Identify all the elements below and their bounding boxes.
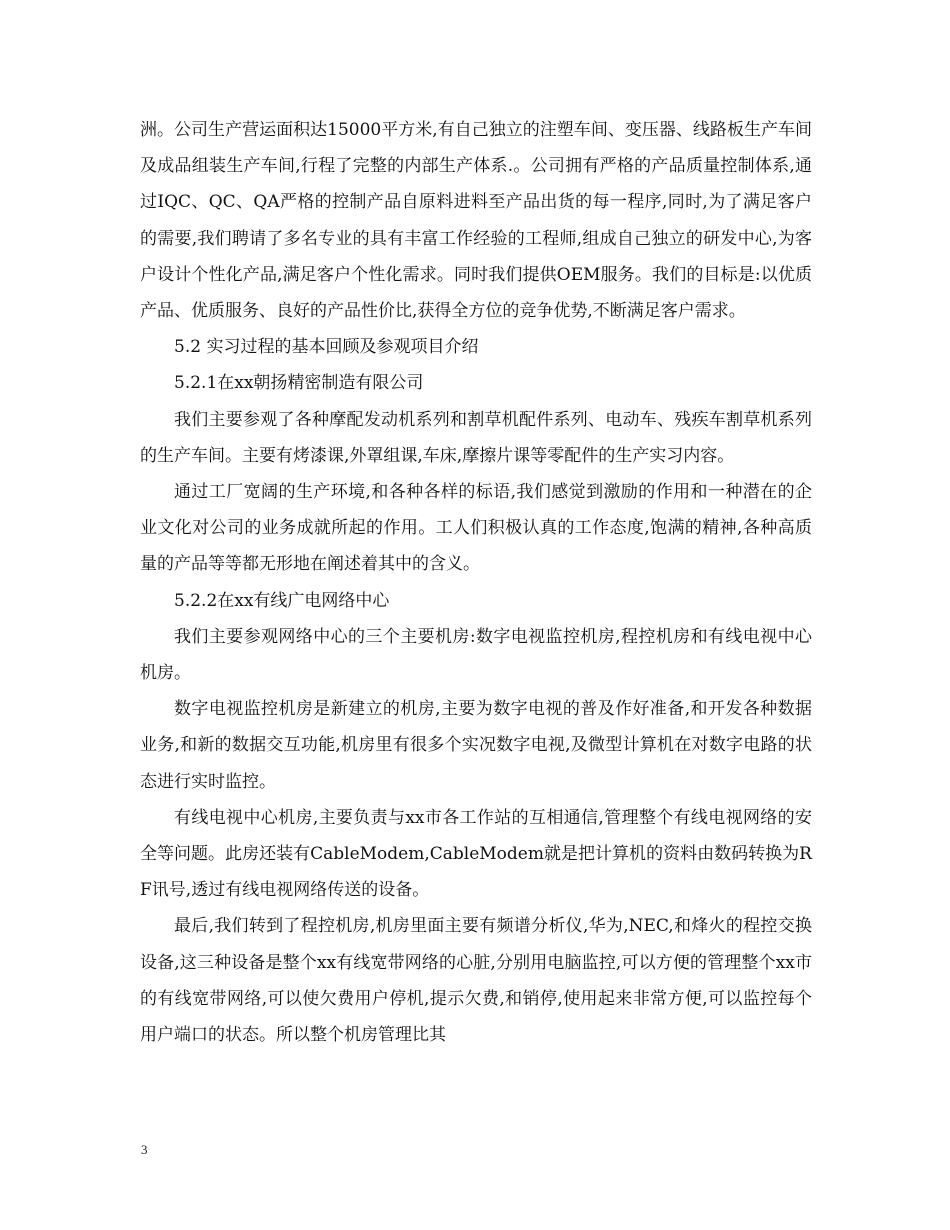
paragraph-4: 我们主要参观网络中心的三个主要机房:数字电视监控机房,程控机房和有线电视中心机房。 — [140, 626, 812, 684]
paragraph-5: 数字电视监控机房是新建立的机房,主要为数字电视的普及作好准备,和开发各种数据业务,和新的数据交互功能,机房里有很多个实况数字电视,及微型计算机在对数字电路的状态进行实时监控。 — [140, 699, 812, 792]
paragraph-1: 洲。公司生产营运面积达15000平方米,有自己独立的注塑车间、变压器、线路板生产车间及成品组装生产车间,行程了完整的内部生产体系.。公司拥有严格的产品质量控制体系,通过IQC、QC、QA严格的控制产品自原料进料至产品出货的每一程序,同时,为了满足客户的需要,我们聘请了多名专业的具有丰富工作经验的工程师,组成自己独立的研发中心,为客户设计个性化产品,满足客户个性化需求。同时我们提供OEM服务。我们的目标是:以优质产品、优质服务、良好的产品性价比,获得全方位的竞争优势,不断满足客户需求。 — [140, 120, 812, 322]
paragraph-7: 最后,我们转到了程控机房,机房里面主要有频谱分析仪,华为,NEC,和烽火的程控交换设备,这三种设备是整个xx有线宽带网络的心脏,分别用电脑监控,可以方便的管理整个xx市的有线宽带网络,可以使欠费用户停机,提示欠费,和销停,使用起来非常方便,可以监控每个用户端口的状态。所以整个机房管理比其 — [140, 916, 812, 1046]
paragraph-2: 我们主要参观了各种摩配发动机系列和割草机配件系列、电动车、残疾车割草机系列的生产车间。主要有烤漆课,外罩组课,车床,摩擦片课等零配件的生产实习内容。 — [140, 409, 812, 466]
section-heading-5-2: 5.2 实习过程的基本回顾及参观项目介绍 — [174, 337, 479, 358]
page-number: 3 — [141, 1142, 148, 1157]
paragraph-6: 有线电视中心机房,主要负责与xx市各工作站的互相通信,管理整个有线电视网络的安全等问题。此房还装有CableModem,CableModem就是把计算机的资料由数码转换为RF讯号,透过有线电视网络传送的设备。 — [140, 807, 812, 901]
subsection-heading-5-2-2: 5.2.2在xx有线广电网络中心 — [174, 590, 390, 611]
paragraph-3: 通过工厂宽阔的生产环境,和各种各样的标语,我们感觉到激励的作用和一种潜在的企业文化对公司的业务成就所起的作用。工人们积极认真的工作态度,饱满的精神,各种高质量的产品等等都无形地在阐述着其中的含义。 — [140, 482, 812, 575]
subsection-heading-5-2-1: 5.2.1在xx朝扬精密制造有限公司 — [174, 373, 424, 394]
body-text — [140, 112, 812, 1053]
